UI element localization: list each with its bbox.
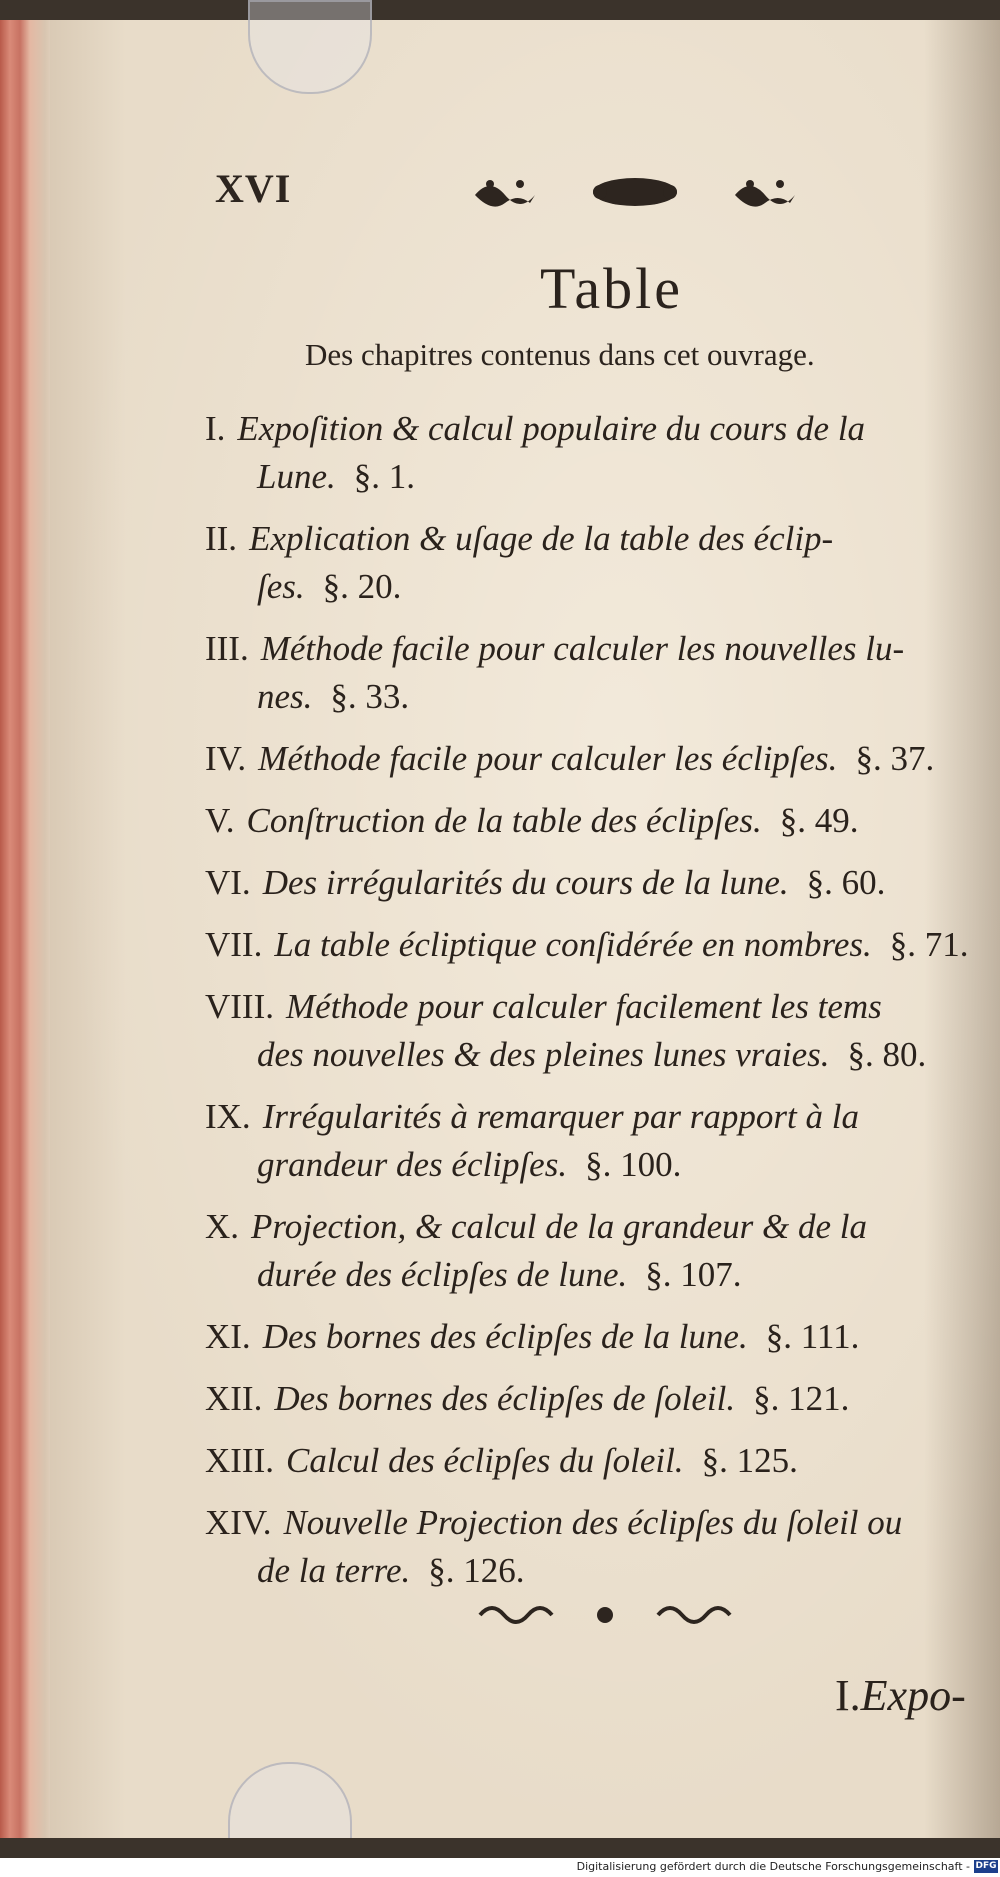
toc-entry-title: La table écliptique conſidérée en nombres.: [274, 925, 872, 964]
toc-entry-number: XIII.: [205, 1441, 274, 1480]
toc-entry-title: Nouvelle Projection des éclipſes du ſoleil ou: [283, 1503, 903, 1542]
toc-entry-title: Calcul des éclipſes du ſoleil.: [286, 1441, 684, 1480]
toc-entry: [205, 1093, 985, 1189]
toc-entry-continuation: des nouvelles & des pleines lunes vraies.: [257, 1035, 830, 1074]
toc-entry-title: Des bornes des éclipſes de la lune.: [262, 1317, 748, 1356]
toc-entry: [205, 735, 985, 783]
dfg-logo: DFG: [975, 1861, 997, 1871]
toc-entry-title: Expoſition & calcul populaire du cours de la: [237, 409, 866, 448]
toc-entry-section: §. 126.: [428, 1551, 525, 1590]
toc-entry: [205, 983, 985, 1079]
toc-entry-continuation: Lune.: [257, 457, 336, 496]
toc-entry: [205, 1313, 985, 1361]
toc-entry-title: Irrégularités à remarquer par rapport à la: [262, 1097, 859, 1136]
toc-entry-section: §. 20.: [322, 567, 402, 606]
toc-entry-number: I.: [205, 409, 226, 448]
toc-entry-continuation: grandeur des éclipſes.: [257, 1145, 568, 1184]
toc-entry: [205, 1375, 985, 1423]
toc-entry-title: Méthode pour calculer facilement les tems: [286, 987, 882, 1026]
toc-entry-section: §. 121.: [753, 1379, 850, 1418]
toc-entry-title: Projection, & calcul de la grandeur & de la: [251, 1207, 867, 1246]
toc-entry-section: §. 80.: [847, 1035, 927, 1074]
toc-entry: [205, 405, 985, 501]
toc-entry-title: Des irrégularités du cours de la lune.: [262, 863, 789, 902]
toc-entry-number: VII.: [205, 925, 263, 964]
toc-entry-title: Conſtruction de la table des éclipſes.: [246, 801, 762, 840]
toc-entry-section: §. 60.: [806, 863, 886, 902]
toc-entry-title: Méthode facile pour calculer les éclipſes.: [258, 739, 838, 778]
toc-entry: [205, 515, 985, 611]
toc-entry-section: §. 125.: [701, 1441, 798, 1480]
header-ornament-icon: [470, 170, 800, 215]
toc-entry: [205, 797, 985, 845]
toc-entry-section: §. 111.: [765, 1317, 860, 1356]
table-of-contents: [205, 405, 985, 1609]
toc-entry-number: IX.: [205, 1097, 251, 1136]
toc-entry-section: §. 33.: [330, 677, 410, 716]
toc-entry-number: X.: [205, 1207, 240, 1246]
page-title: Table: [540, 256, 683, 321]
toc-entry-title: Des bornes des éclipſes de ſoleil.: [274, 1379, 736, 1418]
footer-credit: Digitalisierung gefördert durch die Deutsche Forschungsgemeinschaft -: [576, 1860, 970, 1873]
catchword-roman: I.: [835, 1671, 861, 1720]
toc-entry-section: §. 1.: [353, 457, 415, 496]
toc-entry-section: §. 49.: [779, 801, 859, 840]
toc-entry: [205, 1203, 985, 1299]
toc-entry-number: XIV.: [205, 1503, 272, 1542]
toc-entry-number: IV.: [205, 739, 247, 778]
page-subtitle: Des chapitres contenus dans cet ouvrage.: [305, 337, 815, 372]
toc-entry-continuation: nes.: [257, 677, 313, 716]
toc-entry: [205, 859, 985, 907]
toc-entry: [205, 1437, 985, 1485]
toc-entry-section: §. 107.: [645, 1255, 742, 1294]
toc-entry: [205, 625, 985, 721]
toc-entry-continuation: ſes.: [257, 567, 305, 606]
toc-entry-number: II.: [205, 519, 238, 558]
toc-entry-section: §. 100.: [585, 1145, 682, 1184]
toc-entry-section: §. 71.: [889, 925, 969, 964]
toc-entry-number: VIII.: [205, 987, 274, 1026]
toc-entry-number: V.: [205, 801, 235, 840]
toc-entry-continuation: de la terre.: [257, 1551, 411, 1590]
toc-entry-title: Méthode facile pour calculer les nouvelles lu-: [260, 629, 905, 668]
toc-entry-number: VI.: [205, 863, 251, 902]
toc-entry-number: III.: [205, 629, 249, 668]
toc-entry-number: XII.: [205, 1379, 263, 1418]
catchword: [835, 1670, 966, 1721]
toc-entry: [205, 1499, 985, 1595]
toc-entry: [205, 921, 985, 969]
page-running-head: XVI: [215, 166, 292, 211]
catchword-italic: Expo-: [860, 1671, 966, 1720]
toc-entry-continuation: durée des éclipſes de lune.: [257, 1255, 628, 1294]
toc-entry-number: XI.: [205, 1317, 251, 1356]
toc-entry-section: §. 37.: [855, 739, 935, 778]
footer-ornament-icon: [475, 1595, 735, 1635]
toc-entry-title: Explication & uſage de la table des éclip-: [249, 519, 834, 558]
scan-bottom-edge: [0, 1838, 1000, 1858]
